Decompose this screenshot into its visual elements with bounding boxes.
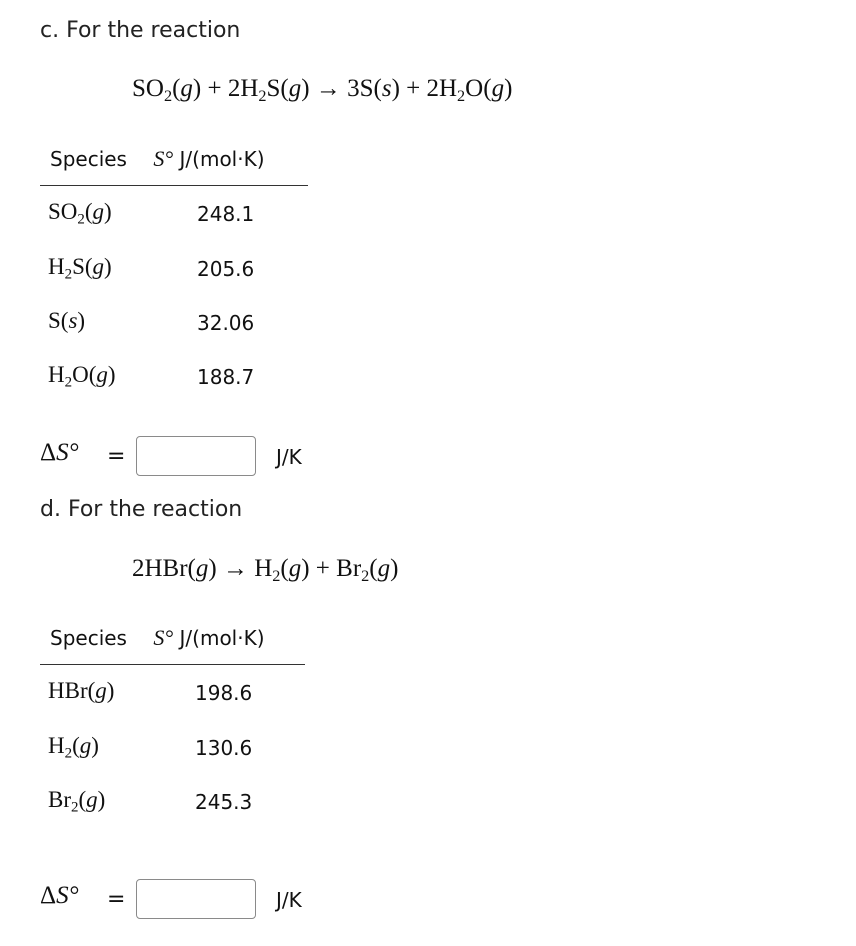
part-d-delta-s-label: ΔS°	[40, 882, 79, 909]
part-d-unit-label: J/K	[276, 888, 302, 912]
part-c-equals-sign: =	[107, 444, 126, 469]
entropy-value-br2: 245.3	[195, 790, 253, 814]
entropy-unit: J/(mol·K)	[179, 626, 265, 650]
entropy-symbol: S°	[153, 146, 174, 171]
part-c-delta-s-input[interactable]	[136, 436, 256, 476]
species-h2s: $H_2S(g)$	[48, 254, 112, 283]
species-h2o: $H_2O(g)$	[48, 362, 116, 391]
part-d-table-header	[50, 625, 265, 651]
part-c-table-rule	[40, 185, 308, 186]
entropy-value-h2: 130.6	[195, 736, 253, 760]
species-column-header: Species	[50, 147, 127, 171]
part-c-delta-s-label: ΔS°	[40, 439, 79, 466]
species-h2: $H_2(g)$	[48, 733, 99, 762]
part-d-equals-sign: =	[107, 887, 126, 912]
entropy-value-h2o: 188.7	[197, 365, 255, 389]
part-c-reaction-equation: $SO_2(g) + 2H_2S(g) \to 3S(s) + 2H_2O(g)$	[132, 75, 513, 105]
entropy-value-s: 32.06	[197, 311, 255, 335]
species-hbr: HBr(g)	[48, 678, 115, 703]
entropy-symbol: S°	[153, 625, 174, 650]
part-c-heading: c. For the reaction	[40, 18, 241, 43]
part-d-heading: d. For the reaction	[40, 497, 243, 522]
entropy-unit: J/(mol·K)	[179, 147, 265, 171]
part-d-delta-s-input[interactable]	[136, 879, 256, 919]
species-s: S(s)	[48, 308, 86, 333]
part-c-unit-label: J/K	[276, 445, 302, 469]
part-c-table-header	[50, 146, 265, 172]
species-br2: $Br_2(g)$	[48, 787, 106, 816]
species-so2: $SO_2(g)$	[48, 199, 112, 228]
species-column-header: Species	[50, 626, 127, 650]
part-d-table-rule	[40, 664, 305, 665]
entropy-value-h2s: 205.6	[197, 257, 255, 281]
entropy-value-hbr: 198.6	[195, 681, 253, 705]
part-d-reaction-equation: $2HBr(g) \to H_2(g) + Br_2(g)$	[132, 555, 399, 585]
entropy-value-so2: 248.1	[197, 202, 255, 226]
